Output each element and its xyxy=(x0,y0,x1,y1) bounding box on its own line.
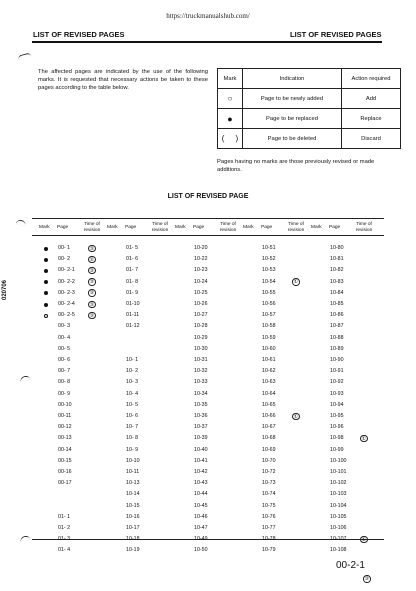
legend-row xyxy=(218,129,401,149)
page-entry: 10-42 xyxy=(194,469,208,475)
page-entry: 10-61 xyxy=(262,357,276,363)
col-header-page: Page xyxy=(261,225,273,230)
page-entry: 00- 9 xyxy=(58,390,71,397)
revision-mark: ③ xyxy=(89,301,94,308)
page-entry: 10-37 xyxy=(194,424,208,431)
page-entry: 10-67 xyxy=(262,424,276,431)
col-header-page: Page xyxy=(57,225,69,230)
legend-action: Replace xyxy=(342,109,401,129)
page-entry: 10-93 xyxy=(330,390,344,397)
page-entry: 00- 7 xyxy=(58,368,71,375)
page-entry: 01-11 xyxy=(126,312,140,319)
page-entry: 10-79 xyxy=(262,547,276,554)
page-entry: 10-44 xyxy=(194,491,208,498)
page-entry: 10-73 xyxy=(262,480,276,487)
page-entry: 00- 2-2 xyxy=(58,278,75,285)
page-entry: 10-25 xyxy=(194,289,208,296)
page-entry: 01- 1 xyxy=(58,513,71,520)
page-entry: 01- 3 xyxy=(58,536,71,543)
page-entry: 10-57 xyxy=(262,312,276,319)
page-entry: 10-58 xyxy=(262,323,276,330)
col-header-page: Page xyxy=(125,225,137,230)
page-entry: 00-11 xyxy=(58,413,72,419)
page-entry: 10-30 xyxy=(194,345,208,352)
legend-header-indication: Indication xyxy=(243,69,342,89)
col-header-time: Time of revision xyxy=(151,222,169,233)
page-entry: 10-52 xyxy=(262,256,276,263)
header-title-right: LIST OF REVISED PAGES xyxy=(290,30,382,39)
page-entry: 10- 1 xyxy=(126,357,139,363)
page-entry: 10-108 xyxy=(330,547,347,554)
page-entry: 01- 7 xyxy=(126,267,139,274)
page-entry: 01- 2 xyxy=(58,525,71,531)
page-entry: 00-10 xyxy=(58,401,72,408)
page-entry: 10-77 xyxy=(262,525,276,531)
page-entry: 00-13 xyxy=(58,435,72,442)
page-entry: 00- 2-4 xyxy=(58,301,75,307)
replace-mark xyxy=(44,269,48,273)
revision-mark: ③ xyxy=(89,290,94,297)
page-entry: 00- 3 xyxy=(58,323,71,330)
page-entry: 00-17 xyxy=(58,480,72,487)
page-entry: 10-81 xyxy=(330,256,344,263)
page-entry: 10-45 xyxy=(194,502,208,509)
page-number: 00-2-1 xyxy=(336,560,365,571)
page-entry: 10-43 xyxy=(194,480,208,487)
replace-mark xyxy=(44,291,48,295)
col-header-page: Page xyxy=(193,225,205,230)
legend-header-mark: Mark xyxy=(218,69,243,89)
revision-mark: ② xyxy=(89,256,94,263)
margin-mark xyxy=(16,219,27,226)
revision-mark: ③ xyxy=(89,312,94,319)
replace-mark xyxy=(44,258,48,262)
page-entry: 10-72 xyxy=(262,469,276,475)
page-entry: 10-104 xyxy=(330,502,347,509)
page-entry: 10-83 xyxy=(330,278,344,285)
legend-mark-replace: ● xyxy=(218,109,243,129)
page-entry: 10-62 xyxy=(262,368,276,375)
page-entry: 10- 3 xyxy=(126,379,139,386)
legend-mark-delete: ( ) xyxy=(218,129,243,149)
page-entry: 10-24 xyxy=(194,278,208,285)
page-entry: 10-89 xyxy=(330,345,344,352)
page-entry: 10-70 xyxy=(262,457,276,464)
page-entry: 10- 9 xyxy=(126,446,139,453)
page-entry: 10-92 xyxy=(330,379,344,386)
page-entry: 00- 2 xyxy=(58,256,71,263)
page-entry: 10-95 xyxy=(330,413,344,419)
page-entry: 10-53 xyxy=(262,267,276,274)
page-entry: 10-17 xyxy=(126,525,140,531)
page-entry: 00- 6 xyxy=(58,357,71,363)
page-entry: 01- 4 xyxy=(58,547,71,554)
page-entry: 10-56 xyxy=(262,301,276,307)
page-entry: 10-47 xyxy=(194,525,208,531)
add-mark xyxy=(44,314,48,318)
col-header-time: Time of revision xyxy=(83,222,101,233)
page-entry: 10-18 xyxy=(126,536,140,543)
page-entry: 10-55 xyxy=(262,289,276,296)
page-entry: 01-10 xyxy=(126,301,140,307)
page-entry: 10-66 xyxy=(262,413,276,419)
legend-indication: Page to be replaced xyxy=(243,109,342,129)
page-entry: 10-54 xyxy=(262,278,276,285)
page-entry: 00- 5 xyxy=(58,345,71,352)
page-entry: 10-85 xyxy=(330,301,344,307)
col-header-mark: Mark xyxy=(311,225,322,230)
revision-mark: ① xyxy=(293,279,298,286)
col-header-mark: Mark xyxy=(39,225,50,230)
legend-row xyxy=(218,109,401,129)
col-header-mark: Mark xyxy=(243,225,254,230)
margin-mark xyxy=(18,52,32,59)
page-entry: 10-41 xyxy=(194,457,208,464)
page-entry: 10-65 xyxy=(262,401,276,408)
page-entry: 10-87 xyxy=(330,323,344,330)
page-entry: 00- 2-3 xyxy=(58,289,75,296)
margin-mark xyxy=(20,375,31,382)
page-entry: 10-31 xyxy=(194,357,208,363)
page-entry: 10-39 xyxy=(194,435,208,442)
col-header-time: Time of revision xyxy=(219,222,237,233)
page-entry: 10-74 xyxy=(262,491,276,498)
legend-indication: Page to be newly added xyxy=(243,89,342,109)
legend-row xyxy=(218,89,401,109)
revision-mark: ③ xyxy=(89,279,94,286)
page-entry: 10-63 xyxy=(262,379,276,386)
replace-mark xyxy=(44,280,48,284)
page-entry: 10-15 xyxy=(126,502,140,509)
page-entry: 10-75 xyxy=(262,502,276,509)
page-entry: 10-91 xyxy=(330,368,344,375)
page-entry: 10-107 xyxy=(330,536,347,543)
list-top-rule xyxy=(32,218,384,219)
legend-mark-add: ○ xyxy=(218,89,243,109)
page-entry: 00- 1 xyxy=(58,245,71,251)
page-entry: 10- 4 xyxy=(126,390,139,397)
page-entry: 10-101 xyxy=(330,469,347,475)
page-entry: 10- 7 xyxy=(126,424,139,431)
page-entry: 10-78 xyxy=(262,536,276,543)
page-entry: 00- 8 xyxy=(58,379,71,386)
page-entry: 10- 5 xyxy=(126,401,139,408)
page-entry: 10-11 xyxy=(126,469,140,475)
legend-note: Pages having no marks are those previously revised or made additions. xyxy=(217,159,375,173)
legend-header-row xyxy=(218,69,401,89)
page-entry: 00- 2-1 xyxy=(58,267,75,274)
page-entry: 00- 2-5 xyxy=(58,312,75,319)
page-entry: 10-16 xyxy=(126,513,140,520)
page-entry: 10-28 xyxy=(194,323,208,330)
page-entry: 10-36 xyxy=(194,413,208,419)
page-entry: 10-80 xyxy=(330,245,344,251)
page-entry: 10-46 xyxy=(194,513,208,520)
page-entry: 01- 9 xyxy=(126,289,139,296)
legend-action: Add xyxy=(342,89,401,109)
page-entry: 10-13 xyxy=(126,480,140,487)
list-title: LIST OF REVISED PAGE xyxy=(167,193,249,200)
page-entry: 01- 8 xyxy=(126,278,139,285)
page-entry: 10-10 xyxy=(126,457,140,464)
header-title-left: LIST OF REVISED PAGES xyxy=(33,30,125,39)
side-code: 020706 xyxy=(2,279,8,300)
page-entry: 10-23 xyxy=(194,267,208,274)
page-entry: 10-14 xyxy=(126,491,140,498)
page-entry: 10-90 xyxy=(330,357,344,363)
page-entry: 10-82 xyxy=(330,267,344,274)
page-entry: 10-20 xyxy=(194,245,208,251)
page-entry: 00-14 xyxy=(58,446,72,453)
replace-mark xyxy=(44,303,48,307)
page-entry: 10-96 xyxy=(330,424,344,431)
page-entry: 10-60 xyxy=(262,345,276,352)
page-entry: 10-88 xyxy=(330,334,344,341)
revision-mark: ① xyxy=(293,413,298,420)
page-entry: 10-40 xyxy=(194,446,208,453)
page-entry: 10-34 xyxy=(194,390,208,397)
page-entry: 10-103 xyxy=(330,491,347,498)
page-entry: 10-50 xyxy=(194,547,208,554)
page-entry: 10-76 xyxy=(262,513,276,520)
legend-header-action: Action required xyxy=(342,69,401,89)
page-entry: 10-27 xyxy=(194,312,208,319)
page-entry: 10- 8 xyxy=(126,435,139,442)
page-entry: 10-68 xyxy=(262,435,276,442)
revision-mark: ③ xyxy=(89,245,94,252)
page-entry: 10-19 xyxy=(126,547,140,554)
page-entry: 10- 2 xyxy=(126,368,139,375)
legend-table xyxy=(217,68,401,149)
page-entry: 10-98 xyxy=(330,435,344,442)
legend-indication: Page to be deleted xyxy=(243,129,342,149)
page-entry: 10-69 xyxy=(262,446,276,453)
col-header-mark: Mark xyxy=(175,225,186,230)
col-header-page: Page xyxy=(329,225,341,230)
page-entry: 10-51 xyxy=(262,245,276,251)
page-entry: 00-16 xyxy=(58,469,72,475)
page-entry: 01- 6 xyxy=(126,256,139,263)
intro-paragraph: The affected pages are indicated by the use of the following marks. It is requested that necessary actions be taken to these pages according to the table below. xyxy=(38,69,208,92)
page-entry: 01-12 xyxy=(126,323,140,330)
page-entry: 00- 4 xyxy=(58,334,71,341)
col-header-time: Time of revision xyxy=(355,222,373,233)
page-entry: 10-102 xyxy=(330,480,347,487)
page-entry: 10-33 xyxy=(194,379,208,386)
page-entry: 10-99 xyxy=(330,446,344,453)
page-entry: 10-32 xyxy=(194,368,208,375)
revision-mark: ① xyxy=(361,435,366,442)
col-header-time: Time of revision xyxy=(287,222,305,233)
page-entry: 10-100 xyxy=(330,457,347,464)
revision-mark: ① xyxy=(361,536,366,543)
page-entry: 10-49 xyxy=(194,536,208,543)
page-entry: 10-94 xyxy=(330,401,344,408)
page-entry: 10-26 xyxy=(194,301,208,307)
page-entry: 10-29 xyxy=(194,334,208,341)
revision-mark: ③ xyxy=(89,267,94,274)
page-entry: 10-106 xyxy=(330,525,347,531)
page-entry: 01- 5 xyxy=(126,245,139,251)
page-entry: 10-22 xyxy=(194,256,208,263)
page-entry: 10-35 xyxy=(194,401,208,408)
page-entry: 00-12 xyxy=(58,424,72,431)
replace-mark xyxy=(44,247,48,251)
list-header-rule xyxy=(32,235,384,236)
margin-mark xyxy=(20,535,31,542)
page-entry: 10-59 xyxy=(262,334,276,341)
page-entry: 10-86 xyxy=(330,312,344,319)
col-header-mark: Mark xyxy=(107,225,118,230)
page-entry: 10- 6 xyxy=(126,413,139,419)
legend-action: Discard xyxy=(342,129,401,149)
page-entry: 10-64 xyxy=(262,390,276,397)
page-entry: 00-15 xyxy=(58,457,72,464)
page-revision-mark: ③ xyxy=(364,576,369,582)
page-entry: 10-105 xyxy=(330,513,347,520)
page-entry: 10-84 xyxy=(330,289,344,296)
site-url[interactable]: https://truckmanualshub.com/ xyxy=(166,12,250,20)
header-rule xyxy=(32,41,382,43)
